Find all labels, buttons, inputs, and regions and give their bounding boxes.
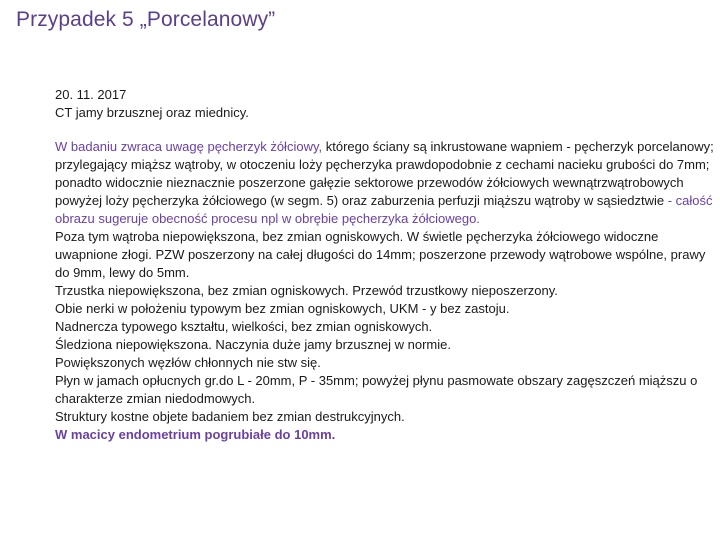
adrenals-line: Nadnercza typowego kształtu, wielkości, bez zmian ogniskowych. [55, 319, 433, 334]
slide-title: Przypadek 5 „Porcelanowy” [16, 8, 276, 31]
spleen-line: Śledziona niepowiększona. Naczynia duże jamy brzusznej w normie. [55, 337, 451, 352]
bones-line: Struktury kostne objete badaniem bez zmian destrukcyjnych. [55, 409, 405, 424]
lymph-nodes-line: Powiększonych węzłów chłonnych nie stw się. [55, 355, 321, 370]
report-body [55, 138, 715, 444]
findings-text: którego ściany są inkrustowane wapniem - pęcherzyk porcelanowy; przylegający miąższ wątroby, w otoczeniu loży pęcherzyka prawdopodobnie z cechami nacieku grubości do 7mm; ponadto widocznie nieznacznie poszerzone gałęzie sektorowe przewodów żółciowych wewnątrzwątrobowych powyżej loży pęcherzyka żółciowego (w segm. 5) oraz zaburzenia perfuzji miąższu wątroby w sąsiedztwie [55, 139, 714, 208]
pancreas-line: Trzustka niepowiększona, bez zmian ogniskowych. Przewód trzustkowy nieposzerzony. [55, 283, 558, 298]
highlight-gallbladder: W badaniu zwraca uwagę pęcherzyk żółciowy, [55, 139, 323, 154]
highlight-conclusion: - całość obrazu sugeruje obecność procesu npl w obrębie pęcherzyka żółciowego. [55, 193, 713, 226]
uterus-line: W macicy endometrium pogrubiałe do 10mm. [55, 427, 336, 442]
exam-type: CT jamy brzusznej oraz miednicy. [55, 105, 249, 120]
liver-paragraph: Poza tym wątroba niepowiększona, bez zmian ogniskowych. W świetle pęcherzyka żółciowego widoczne uwapnione złogi. PZW poszerzony na całej długości do 14mm; poszerzone przewody wątrobowe wspólne, prawy do 9mm, lewy do 5mm. [55, 229, 706, 280]
exam-header [55, 86, 695, 122]
pleural-fluid-paragraph: Płyn w jamach opłucnych gr.do L - 20mm, P - 35mm; powyżej płynu pasmowate obszary zagęszczeń miąższu o charakterze zmian niedodmowych. [55, 373, 698, 406]
exam-date: 20. 11. 2017 [55, 87, 127, 102]
findings-paragraph [55, 138, 715, 228]
kidneys-line: Obie nerki w położeniu typowym bez zmian ogniskowych, UKM - y bez zastoju. [55, 301, 510, 316]
